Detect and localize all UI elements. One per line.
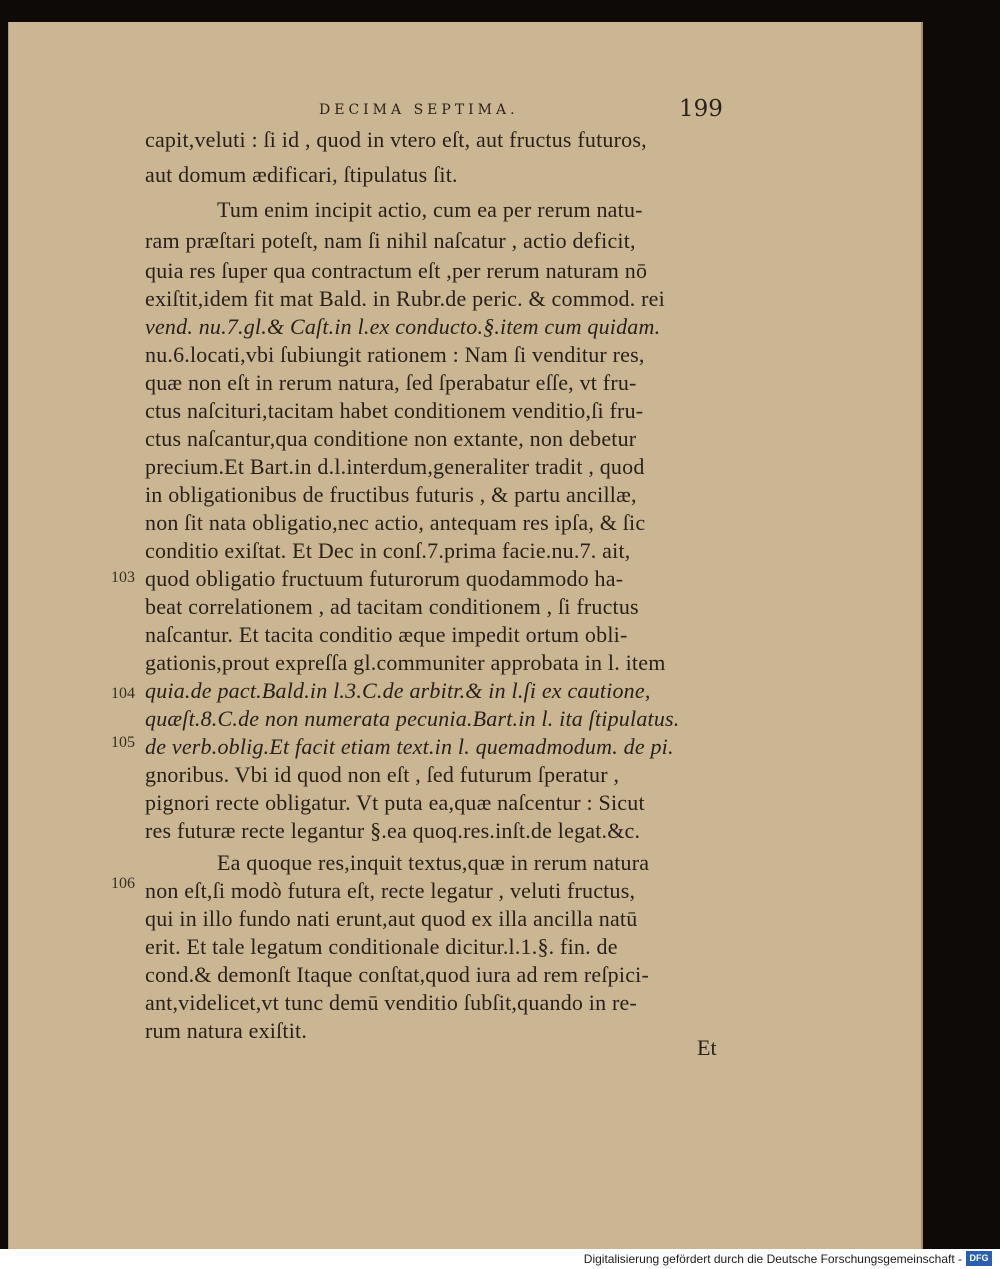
dfg-logo: DFG [966, 1251, 992, 1266]
text-line: precium.Et Bart.in d.l.interdum,generaliter tradit , quod [145, 454, 645, 479]
text-line: in obligationibus de fructibus futuris , & partu ancillæ, [145, 482, 637, 507]
margin-number: 103 [111, 569, 135, 586]
text-line: conditio exiſtat. Et Dec in conſ.7.prima facie.nu.7. ait, [145, 538, 631, 563]
text-line: ctus naſcituri,tacitam habet conditionem venditio,ſi fru- [145, 398, 644, 423]
text-line: qui in illo fundo nati erunt,aut quod ex illa ancilla natū [145, 906, 638, 931]
text-line: rum natura exiſtit. [145, 1018, 308, 1043]
text-line: quod obligatio fructuum futurorum quodammodo ha- [145, 566, 624, 591]
text-line: non ſit nata obligatio,nec actio, antequam res ipſa, & ſic [145, 510, 646, 535]
text-line: res futuræ recte legantur §.ea quoq.res.inſt.de legat.&c. [145, 818, 641, 843]
text-line: quæſt.8.C.de non numerata pecunia.Bart.in l. ita ſtipulatus. [145, 706, 680, 731]
text-line: quia.de pact.Bald.in l.3.C.de arbitr.& in l.ſi ex cautione, [145, 678, 651, 703]
text-line: vend. nu.7.gl.& Caſt.in l.ex conducto.§.item cum quidam. [145, 314, 661, 339]
text-line: ant,videlicet,vt tunc demū venditio ſubſit,quando in re- [145, 990, 638, 1015]
text-line: ctus naſcantur,qua conditione non extante, non debetur [145, 426, 637, 451]
catchword: Et [697, 1035, 717, 1060]
margin-number: 106 [111, 875, 135, 892]
margin-number: 105 [111, 734, 135, 751]
text-line: non eſt,ſi modò futura eſt, recte legatur , veluti fructus, [145, 878, 636, 903]
margin-number: 104 [111, 685, 135, 702]
text-line: quia res ſuper qua contractum eſt ,per rerum naturam nō [145, 258, 648, 283]
text-line: quæ non eſt in rerum natura, ſed ſperabatur eſſe, vt fru- [145, 370, 637, 395]
book-page [8, 22, 923, 1249]
text-line: naſcantur. Et tacita conditio æque impedit ortum obli- [145, 622, 628, 647]
text-line: pignori recte obligatur. Vt puta ea,quæ naſcentur : Sicut [145, 790, 645, 815]
text-line: capit,veluti : ſi id , quod in vtero eſt, aut fructus futuros, [145, 127, 647, 152]
running-head: DECIMA SEPTIMA. [319, 102, 519, 118]
footer-credit: Digitalisierung gefördert durch die Deutsche Forschungsgemeinschaft - [583, 1252, 962, 1266]
text-line: beat correlationem , ad tacitam conditionem , ſi fructus [145, 594, 639, 619]
text-line: ram præſtari poteſt, nam ſi nihil naſcatur , actio deficit, [145, 228, 636, 253]
text-line: Tum enim incipit actio, cum ea per rerum natu- [217, 197, 643, 222]
text-line: aut domum ædificari, ſtipulatus ſit. [145, 162, 458, 187]
text-line: exiſtit,idem fit mat Bald. in Rubr.de peric. & commod. rei [145, 286, 665, 311]
text-line: gationis,prout expreſſa gl.communiter approbata in l. item [145, 650, 666, 675]
text-line: Ea quoque res,inquit textus,quæ in rerum natura [217, 850, 650, 875]
text-line: erit. Et tale legatum conditionale dicitur.l.1.§. fin. de [145, 934, 618, 959]
text-line: nu.6.locati,vbi ſubiungit rationem : Nam ſi venditur res, [145, 342, 645, 367]
footer-bar [0, 1249, 1000, 1269]
text-line: cond.& demonſt Itaque conſtat,quod iura ad rem reſpici- [145, 962, 650, 987]
page-number: 199 [679, 96, 723, 122]
text-line: gnoribus. Vbi id quod non eſt , ſed futurum ſperatur , [145, 762, 620, 787]
text-line: de verb.oblig.Et facit etiam text.in l. quemadmodum. de pi. [145, 734, 674, 759]
